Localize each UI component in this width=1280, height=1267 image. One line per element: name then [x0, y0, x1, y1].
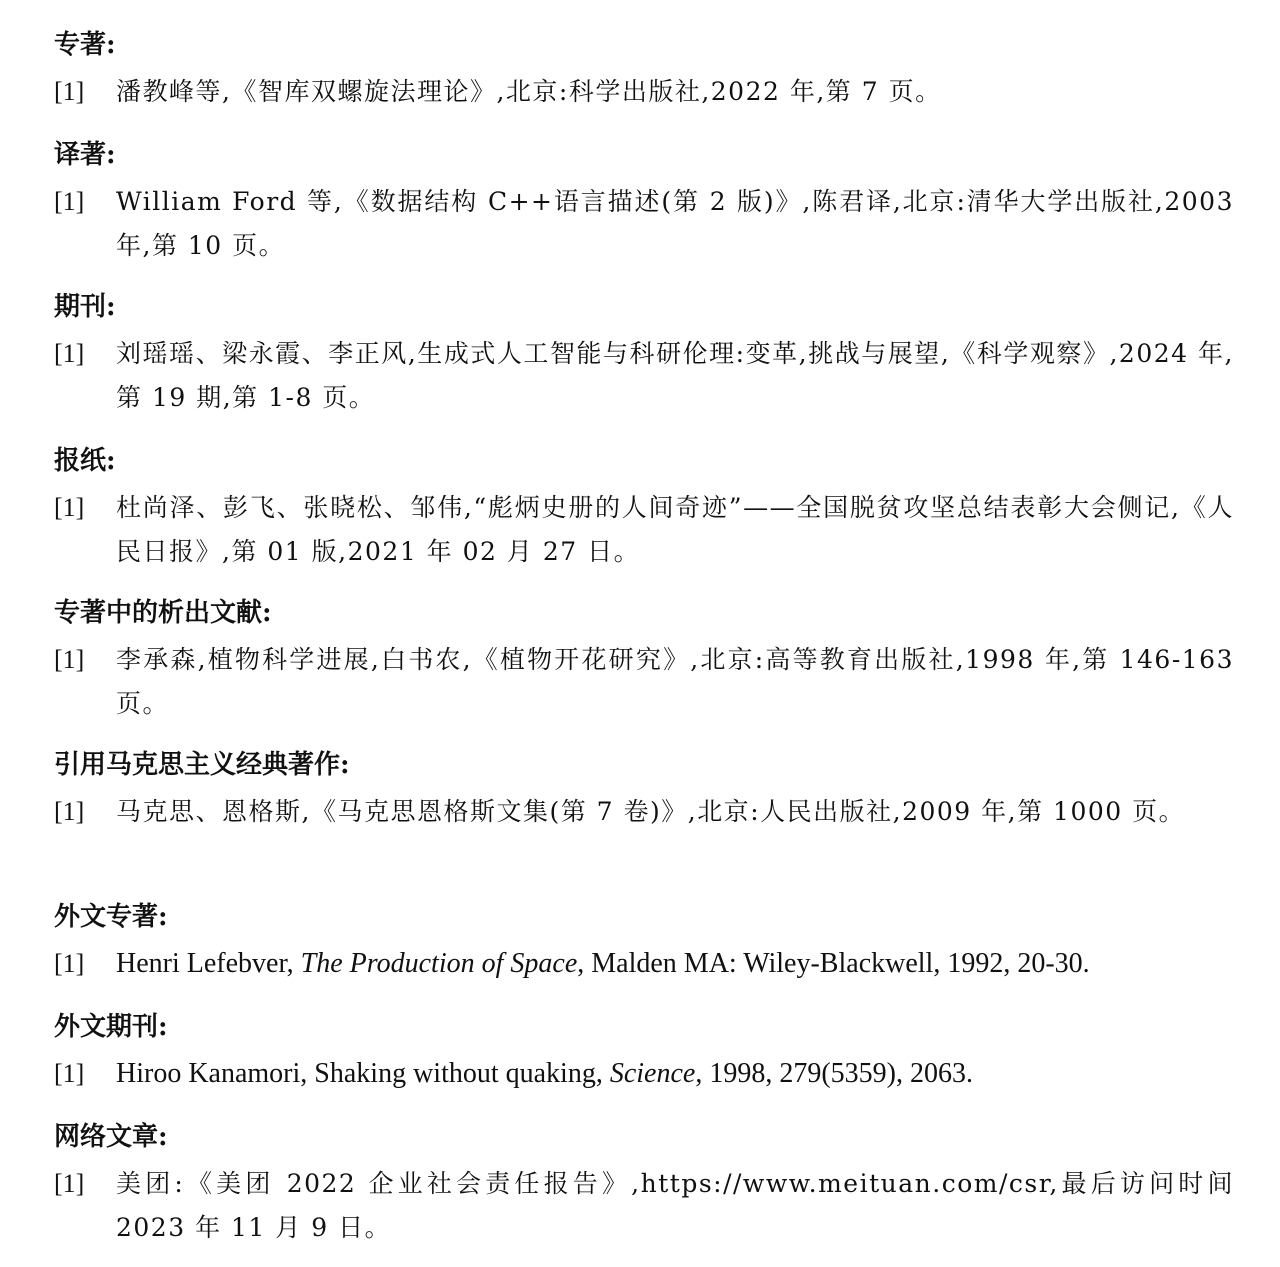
- reference-number: [1]: [54, 339, 85, 368]
- reference-text: 李承森,植物科学进展,白书农,《植物开花研究》,北京:高等教育出版社,1998 年,第 146-163 页。: [116, 645, 1234, 718]
- reference-number: [1]: [54, 77, 85, 106]
- section-heading: 期刊:: [54, 292, 116, 322]
- section-heading: 外文专著:: [54, 902, 168, 932]
- reference-number: [1]: [54, 187, 85, 216]
- reference-text: 美团:《美团 2022 企业社会责任报告》,https://www.meituan.com/csr,最后访问时间 2023 年 11 月 9 日。: [116, 1169, 1234, 1242]
- reference-author: Henri Lefebver,: [116, 948, 301, 979]
- reference-number: [1]: [54, 797, 85, 826]
- section-heading: 网络文章:: [54, 1122, 168, 1152]
- section-journal: [54, 290, 1234, 420]
- reference-text: 马克思、恩格斯,《马克思恩格斯文集(第 7 卷)》,北京:人民出版社,2009 年,第 1000 页。: [116, 797, 1186, 826]
- reference-number: [1]: [54, 949, 85, 978]
- reference-text: [116, 942, 1234, 986]
- section-web-article: [54, 1120, 1234, 1250]
- reference-entry: [54, 486, 1234, 574]
- section-monograph: [54, 28, 1234, 114]
- reference-text: William Ford 等,《数据结构 C++语言描述(第 2 版)》,陈君译,北京:清华大学出版社,2003 年,第 10 页。: [116, 187, 1234, 260]
- section-foreign-journal: [54, 1010, 1234, 1096]
- reference-entry: [54, 332, 1234, 420]
- reference-publication: , 1998, 279(5359), 2063.: [695, 1058, 973, 1089]
- reference-entry: [54, 1052, 1234, 1096]
- reference-text: 潘教峰等,《智库双螺旋法理论》,北京:科学出版社,2022 年,第 7 页。: [116, 77, 942, 106]
- section-book-chapter: [54, 596, 1234, 726]
- reference-entry: [54, 1162, 1234, 1250]
- reference-entry: [54, 638, 1234, 726]
- reference-entry: [54, 942, 1234, 986]
- reference-entry: [54, 790, 1234, 834]
- section-translation: [54, 138, 1234, 268]
- section-heading: 专著中的析出文献:: [54, 598, 272, 628]
- section-newspaper: [54, 444, 1234, 574]
- reference-text: 刘瑶瑶、梁永霞、李正风,生成式人工智能与科研伦理:变革,挑战与展望,《科学观察》,2024 年,第 19 期,第 1-8 页。: [116, 339, 1234, 412]
- section-heading: 译著:: [54, 140, 116, 170]
- section-heading: 引用马克思主义经典著作:: [54, 750, 350, 780]
- reference-text: 杜尚泽、彭飞、张晓松、邹伟,“彪炳史册的人间奇迹”——全国脱贫攻坚总结表彰大会侧记,《人民日报》,第 01 版,2021 年 02 月 27 日。: [116, 493, 1234, 566]
- reference-number: [1]: [54, 1059, 85, 1088]
- reference-number: [1]: [54, 645, 85, 674]
- section-foreign-monograph: [54, 900, 1234, 986]
- reference-entry: [54, 70, 1234, 114]
- reference-entry: [54, 180, 1234, 268]
- reference-publication: , Malden MA: Wiley-Blackwell, 1992, 20-30.: [577, 948, 1090, 979]
- section-heading: 报纸:: [54, 446, 116, 476]
- section-marxist-classics: [54, 748, 1234, 834]
- section-heading: 专著:: [54, 30, 116, 60]
- reference-text: [116, 1052, 1234, 1096]
- reference-title-italic: The Production of Space: [300, 948, 578, 979]
- reference-author-title: Hiroo Kanamori, Shaking without quaking,: [116, 1058, 610, 1089]
- reference-journal-italic: Science: [609, 1058, 696, 1089]
- section-heading: 外文期刊:: [54, 1012, 168, 1042]
- reference-number: [1]: [54, 1169, 85, 1198]
- reference-number: [1]: [54, 493, 85, 522]
